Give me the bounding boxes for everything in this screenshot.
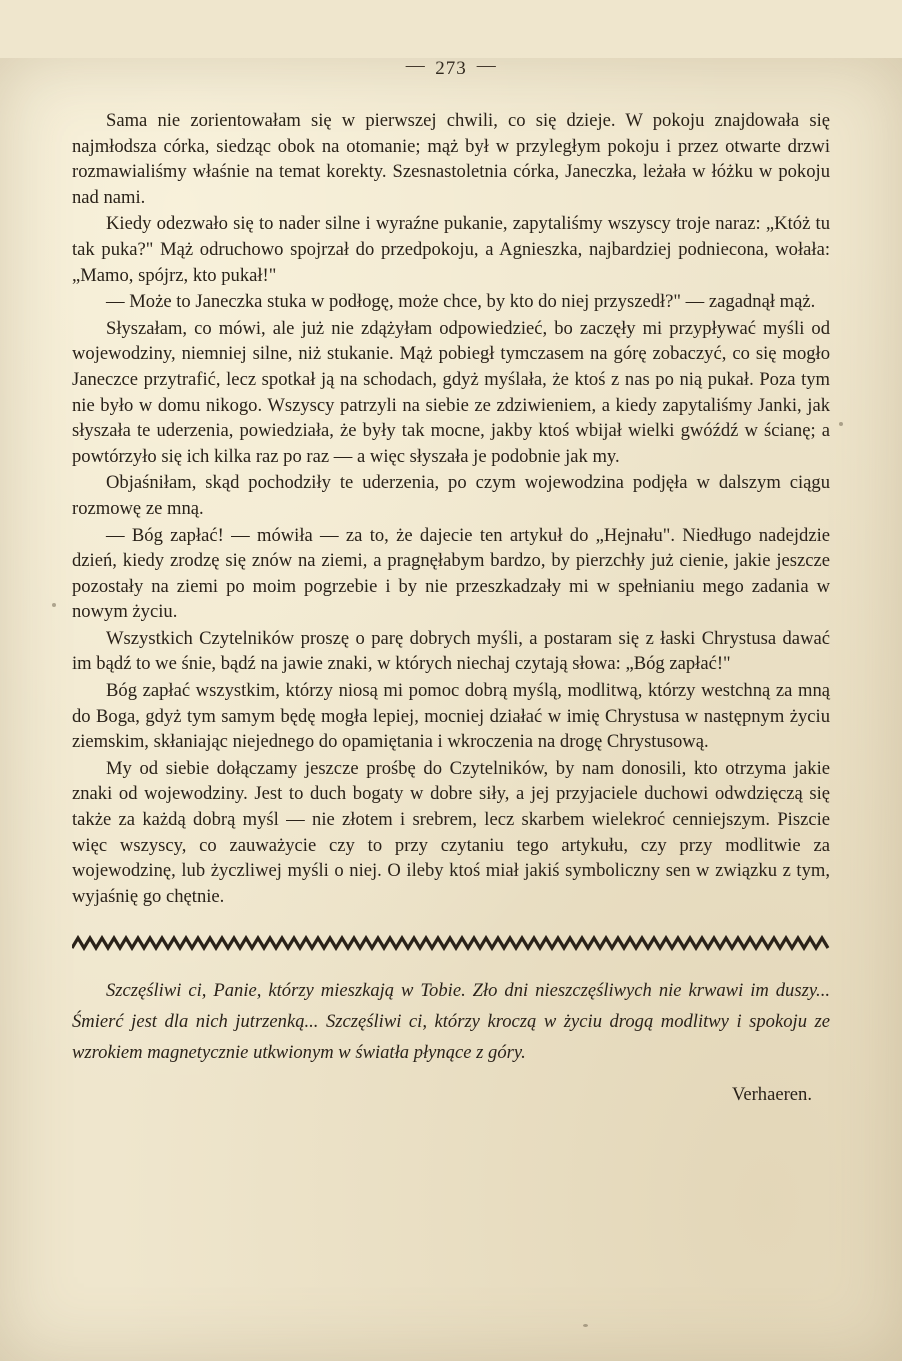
paper-speck: [583, 1324, 588, 1327]
page-number: 273: [435, 58, 467, 79]
quote-attribution: Verhaeren.: [731, 1084, 812, 1106]
header-dash-right: —: [476, 55, 497, 76]
paragraph: Bóg zapłać wszystkim, którzy niosą mi pomoc dobrą myślą, modlitwą, którzy westchną za mną do Boga, gdyż tym samym będę mogła lepiej, mocniej działać w imię Chrystusa w następnym życiu ziemskim, skłaniając niejednego do opamiętania i wkroczenia na drogę Chrystusową.: [72, 680, 830, 753]
paragraph: — Może to Janeczka stuka w podłogę, może chce, by kto do niej przyszedł?" — zagadnął mąż.: [106, 291, 816, 313]
paper-speck: [52, 603, 56, 607]
paragraph: My od siebie dołączamy jeszcze prośbę do Czytelników, by nam donosili, kto otrzyma jakie znaki od wojewodziny. Jest to duch bogaty w dobre siły, a jej przyjaciele duchowi odwdzięczą się także za każdą dobrą myśl — nie złotem i srebrem, lecz skarbem wielekroć cenniejszym. Piszcie więc wszyscy, co zauważycie czy to przy czytaniu tego artykułu, czy przy modlitwie za wojewodzinę, lub życzliwej myśli o niej. O ileby ktoś miał jakiś symboliczny sen w związku z tym, wyjaśnię go chętnie.: [72, 757, 830, 907]
paragraph: Objaśniłam, skąd pochodziły te uderzenia, po czym wojewodzina podjęła w dalszym ciągu rozmowę ze mną.: [72, 472, 830, 519]
paper-speck: [839, 422, 843, 426]
document-page: [0, 55, 902, 1361]
page-header: [0, 55, 902, 80]
paragraph: Kiedy odezwało się to nader silne i wyraźne pukanie, zapytaliśmy wszyscy troje naraz: „Któż tu tak puka?" Mąż odruchowo spojrzał do przedpokoju, a Agnieszka, najbardziej podniecona, wołała: „Mamo, spójrz, kto pukał!": [72, 213, 830, 286]
paragraph: Sama nie zorientowałam się w pierwszej chwili, co się dzieje. W pokoju znajdowała się najmłodsza córka, siedząc obok na otomanie; mąż był w przyległym pokoju i przez otwarte drzwi rozmawialiśmy właśnie na temat korekty. Szesnastoletnia córka, Janeczka, leżała w łóżku w pokoju nad nami.: [72, 110, 830, 208]
paragraph: Słyszałam, co mówi, ale już nie zdążyłam odpowiedzieć, bo zaczęły mi przypływać myśli od wojewodziny, niemniej silne, niż stukanie. Mąż pobiegł tymczasem na górę zobaczyć, co się mogło Janeczce przytrafić, lecz spotkał ją na schodach, gdyż myślała, że ktoś z nas po nią pukał. Poza tym nie było w domu nikogo. Wszyscy patrzyli na siebie ze zdziwieniem, a kiedy zapytaliśmy Janki, jak słyszała te uderzenia, powiedziała, że były tak mocne, jakby ktoś wbijał wielki gwóźdź w ścianę; a powtórzyło się ich kilka raz po raz — a więc słyszała je podobnie jak my.: [72, 317, 830, 467]
paragraph: — Bóg zapłać! — mówiła — za to, że dajecie ten artykuł do „Hejnału". Niedługo nadejdzie dzień, kiedy zrodzę się znów na ziemi, a pragnęłabym bardzo, by pierzchły już cienie, jakie jeszcze pozostały na ziemi po moim pogrzebie i by nie przeszkadzały mi w spełnianiu mego zadania w nowym życiu.: [72, 524, 830, 623]
zigzag-divider: [72, 935, 830, 953]
paragraph: Wszystkich Czytelników proszę o parę dobrych myśli, a postaram się z łaski Chrystusa dawać im bądź to we śnie, bądź na jawie znaki, w których niechaj czytają słowa: „Bóg zapłać!": [72, 627, 830, 675]
pull-quote: Szczęśliwi ci, Panie, którzy mieszkają w Tobie. Zło dni nieszczęśliwych nie krwawi im duszy... Śmierć jest dla nich jutrzenką... Szczęśliwi ci, którzy kroczą w życiu drogą modlitwy i spokoju ze wzrokiem magnetycznie utkwionym w światła płynące z góry.: [72, 980, 830, 1064]
article-body: [72, 108, 830, 1106]
header-dash-left: —: [405, 55, 426, 76]
